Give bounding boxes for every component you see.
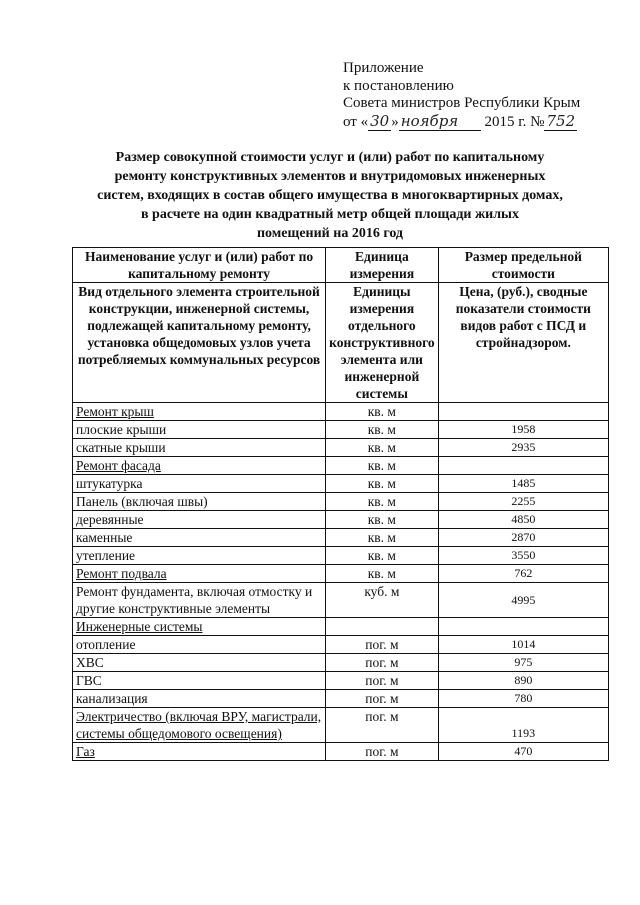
- row-unit: пог. м: [326, 743, 439, 761]
- row-name: Панель (включая швы): [73, 493, 326, 511]
- approval-block: [343, 60, 580, 131]
- header-services: Наименование услуг и (или) работ по капитальному ремонту: [73, 248, 326, 283]
- table-row: [73, 457, 609, 475]
- handwritten-day: 30: [370, 111, 390, 130]
- table-row: [73, 493, 609, 511]
- row-name: штукатурка: [73, 475, 326, 493]
- title-line-1: Размер совокупной стоимости услуг и (или) работ по капитальному: [115, 150, 545, 165]
- subheader-price: Цена, (руб.), сводные показатели стоимости видов работ с ПСД и стройнадзором.: [438, 283, 608, 403]
- header-unit: Единица измерения: [326, 248, 439, 283]
- row-price: 2870: [438, 529, 608, 547]
- row-unit: кв. м: [326, 565, 439, 583]
- approval-line-date: [343, 113, 580, 132]
- row-name: плоские крыши: [73, 421, 326, 439]
- row-name: Ремонт фундамента, включая отмостку и другие конструктивные элементы: [73, 583, 326, 618]
- row-name: утепление: [73, 547, 326, 565]
- row-unit: кв. м: [326, 421, 439, 439]
- title-line-4: в расчете на один квадратный метр общей площади жилых: [140, 207, 519, 222]
- row-name: Газ: [73, 743, 326, 761]
- row-name: отопление: [73, 636, 326, 654]
- date-mid: »: [391, 113, 399, 130]
- row-name: Ремонт подвала: [73, 565, 326, 583]
- table-row: [73, 743, 609, 761]
- subheader-element-unit: Единицы измерения отдельного конструктивного элемента или инженерной системы: [326, 283, 439, 403]
- row-price: 3550: [438, 547, 608, 565]
- row-price: 470: [438, 743, 608, 761]
- row-unit: пог. м: [326, 672, 439, 690]
- row-unit: кв. м: [326, 547, 439, 565]
- date-prefix: от «: [343, 113, 369, 130]
- approval-line-resolution: к постановлению: [343, 77, 454, 94]
- row-unit: [326, 618, 439, 636]
- row-name: скатные крыши: [73, 439, 326, 457]
- row-unit: кв. м: [326, 511, 439, 529]
- row-price: 1014: [438, 636, 608, 654]
- table-row: [73, 708, 609, 743]
- table-row: [73, 690, 609, 708]
- approval-line-council: Совета министров Республики Крым: [343, 95, 581, 111]
- row-unit: кв. м: [326, 403, 439, 421]
- row-price: 2935: [438, 439, 608, 457]
- row-unit: пог. м: [326, 636, 439, 654]
- table-row: [73, 654, 609, 672]
- table-row: [73, 636, 609, 654]
- cost-table: [72, 247, 609, 761]
- title-line-2: ремонту конструктивных элементов и внутридомовых инженерных: [114, 169, 546, 184]
- row-name: каменные: [73, 529, 326, 547]
- row-name: Инженерные системы: [73, 618, 326, 636]
- row-unit: кв. м: [326, 475, 439, 493]
- row-price: 1958: [438, 421, 608, 439]
- row-name: ХВС: [73, 654, 326, 672]
- table-row: [73, 475, 609, 493]
- row-price: 975: [438, 654, 608, 672]
- table-row: [73, 672, 609, 690]
- table-row: [73, 529, 609, 547]
- row-price: 2255: [438, 493, 608, 511]
- handwritten-month: ноября: [399, 113, 481, 132]
- row-unit: куб. м: [326, 583, 439, 618]
- title-line-5: помещений на 2016 год: [256, 226, 404, 241]
- row-price: [438, 618, 608, 636]
- table-row: [73, 583, 609, 618]
- table-header-row: [73, 248, 609, 283]
- row-price: 4850: [438, 511, 608, 529]
- row-unit: кв. м: [326, 529, 439, 547]
- row-name: канализация: [73, 690, 326, 708]
- row-unit: пог. м: [326, 690, 439, 708]
- row-name: Ремонт крыш: [73, 403, 326, 421]
- row-name: Электричество (включая ВРУ, магистрали, системы общедомового освещения): [73, 708, 326, 743]
- row-price: [438, 403, 608, 421]
- table-row: [73, 421, 609, 439]
- table-subheader-row: [73, 283, 609, 403]
- table-row: [73, 547, 609, 565]
- subheader-element-type: Вид отдельного элемента строительной конструкции, инженерной системы, подлежащей капитальному ремонту, установка общедомовых узлов учета потребляемых коммунальных ресурсов: [73, 283, 326, 403]
- date-year: 2015 г. №: [484, 113, 545, 130]
- table-row: [73, 439, 609, 457]
- row-price: 1193: [438, 708, 608, 743]
- table-row: [73, 403, 609, 421]
- row-name: деревянные: [73, 511, 326, 529]
- row-unit: пог. м: [326, 654, 439, 672]
- row-unit: кв. м: [326, 439, 439, 457]
- row-price: [438, 457, 608, 475]
- row-unit: пог. м: [326, 708, 439, 743]
- row-name: Ремонт фасада: [73, 457, 326, 475]
- row-price: 1485: [438, 475, 608, 493]
- header-cost-limit: Размер предельной стоимости: [438, 248, 608, 283]
- table-row: [73, 511, 609, 529]
- row-name: ГВС: [73, 672, 326, 690]
- title-line-3: систем, входящих в состав общего имущества в многоквартирных домах,: [97, 188, 563, 203]
- table-row: [73, 565, 609, 583]
- row-price: 890: [438, 672, 608, 690]
- row-unit: кв. м: [326, 493, 439, 511]
- row-price: 780: [438, 690, 608, 708]
- row-price: 762: [438, 565, 608, 583]
- handwritten-number: 752: [546, 111, 576, 130]
- row-price: 4995: [438, 583, 608, 618]
- approval-line-appendix: Приложение: [343, 60, 424, 76]
- document-title: [60, 148, 600, 243]
- table-row: [73, 618, 609, 636]
- row-unit: кв. м: [326, 457, 439, 475]
